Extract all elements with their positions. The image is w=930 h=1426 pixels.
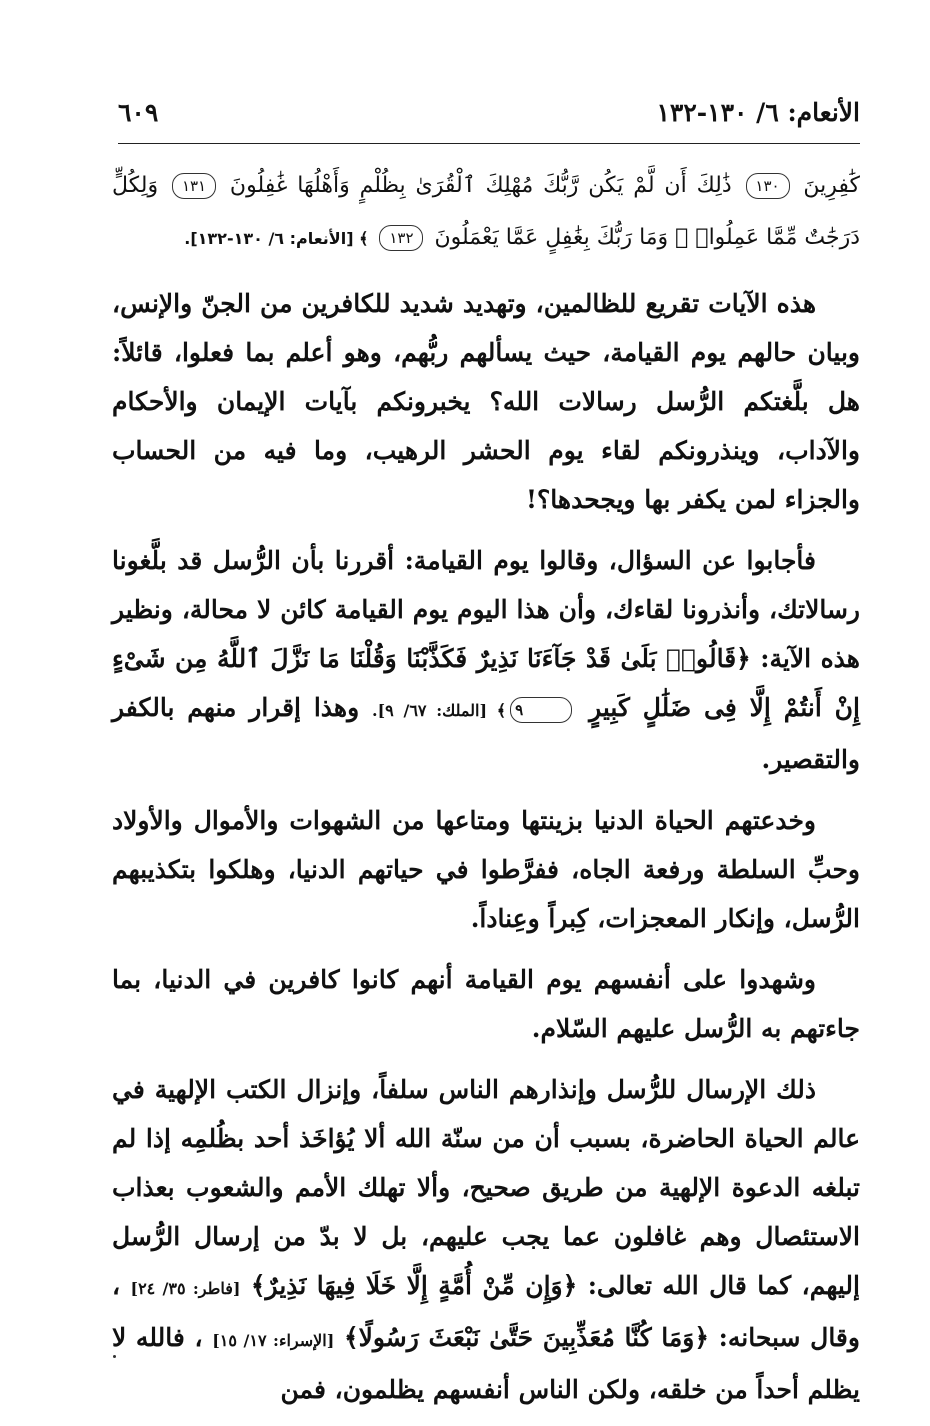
paragraph-1: هذه الآيات تقريع للظالمين، وتهديد شديد للكافرين من الجنّ والإنس، وبيان حالهم يوم القيامة، حيث يسألهم ربُّهم، وهو أعلم بما فعلوا، قائلاً: هل بلَّغتكم الرُّسل رسالات الله؟ يخبرونكم بآيات الإيمان والأحكام والآداب، وينذرونكم لقاء يوم الحشر الرهيب، وما فيه من الحساب والجزاء لمن يكفر بها ويجحدها؟! <box>112 289 860 514</box>
verse-reference: ﴾ [الأنعام: ٦/ ١٣٠-١٣٢]. <box>184 229 369 248</box>
header-rule <box>118 143 860 144</box>
verse-reference: [فاطر: ٣٥/ ٢٤] <box>130 1279 241 1298</box>
stray-mark <box>113 1355 116 1358</box>
paragraph-2 <box>112 536 860 784</box>
verse-reference: ﴾ [الملك: ٦٧/ ٩]. <box>372 701 507 720</box>
paragraph-text: وهذا إقرار منهم بالكفر والتقصير. <box>112 693 860 774</box>
paragraph-5 <box>112 1065 860 1414</box>
verse-number-marker: ١٣١ <box>172 173 216 199</box>
paragraph-4: وشهدوا على أنفسهم يوم القيامة أنهم كانوا كافرين في الدنيا، بما جاءتهم به الرُّسل عليهم السّلام. <box>112 965 860 1043</box>
verse-number-marker: ١٣٢ <box>379 225 423 251</box>
verse-text: دَرَجَٰتٌ مِّمَّا عَمِلُوا۟ ۚ وَمَا رَبُّكَ بِغَٰفِلٍ عَمَّا يَعْمَلُونَ <box>434 225 860 250</box>
quran-verses <box>112 160 860 265</box>
paragraph-text: ذلك الإرسال للرُّسل وإنذارهم الناس سلفاً، وإنزال الكتب الإلهية في عالم الحياة الحاضرة، بسبب أن من سنّة الله ألا يُؤاخَذ أحد بظُلمِه إذا لم تبلغه الدعوة الإلهية من طريق صحيح، وألا تهلك الأمم والشعوب بعذاب الاستئصال وهم غافلون عما يجب عليهم، بل لا بدّ من إرسال الرُّسل إليهم، كما قال الله تعالى: ﴿وَإِن مِّنْ أُمَّةٍ إِلَّا خَلَا فِيهَا نَذِيرٌ﴾ <box>112 1075 860 1300</box>
verse-number-marker: ١٣٠ <box>746 173 790 199</box>
paragraph-text: ، وقال سبحانه: ﴿وَمَا كُنَّا مُعَذِّبِينَ حَتَّىٰ نَبْعَثَ رَسُولًا﴾ <box>112 1271 860 1352</box>
page-body <box>112 160 860 1426</box>
verse-text: ذَٰلِكَ أَن لَّمْ يَكُن رَّبُّكَ مُهْلِكَ ٱلْقُرَىٰ بِظُلْمٍ وَأَهْلُهَا غَٰفِلُونَ <box>229 173 732 198</box>
running-title: الأنعام: ٦/ ١٣٠-١٣٢ <box>656 98 860 127</box>
verse-text: كَٰفِرِينَ <box>803 173 861 198</box>
paragraph-3: وخدعتهم الحياة الدنيا بزينتها ومتاعها من الشهوات والأموال والأولاد وحبِّ السلطة ورفعة الجاه، ففرَّطوا في حياتهم الدنيا، وهلكوا بتكذيبهم الرُّسل، وإنكار المعجزات، كِبراً وعِناداً. <box>112 806 860 933</box>
verse-number-marker: ٩ <box>510 697 572 723</box>
page-header <box>118 92 860 138</box>
paragraph-text: ، فالله لا يظلم أحداً من خلقه، ولكن الناس أنفسهم يظلمون، فمن <box>112 1323 860 1404</box>
paragraph-text: فأجابوا عن السؤال، وقالوا يوم القيامة: أقررنا بأن الرُّسل قد بلَّغونا رسالاتك، وأنذرونا لقاءك، وأن هذا اليوم يوم القيامة كائن لا محالة، ونظير هذه الآية: ﴿قَالُوا۟ بَلَىٰ قَدْ جَآءَنَا نَذِيرٌ فَكَذَّبْنَا وَقُلْنَا مَا نَزَّلَ ٱللَّهُ مِن شَىْءٍ إِنْ أَنتُمْ إِلَّا فِى ضَلَٰلٍ كَبِيرٍ <box>112 546 860 722</box>
verse-text: وَلِكُلٍّ <box>112 173 159 198</box>
page-number: ٦٠٩ <box>118 98 159 127</box>
verse-reference: [الإسراء: ١٧/ ١٥] <box>212 1331 335 1350</box>
